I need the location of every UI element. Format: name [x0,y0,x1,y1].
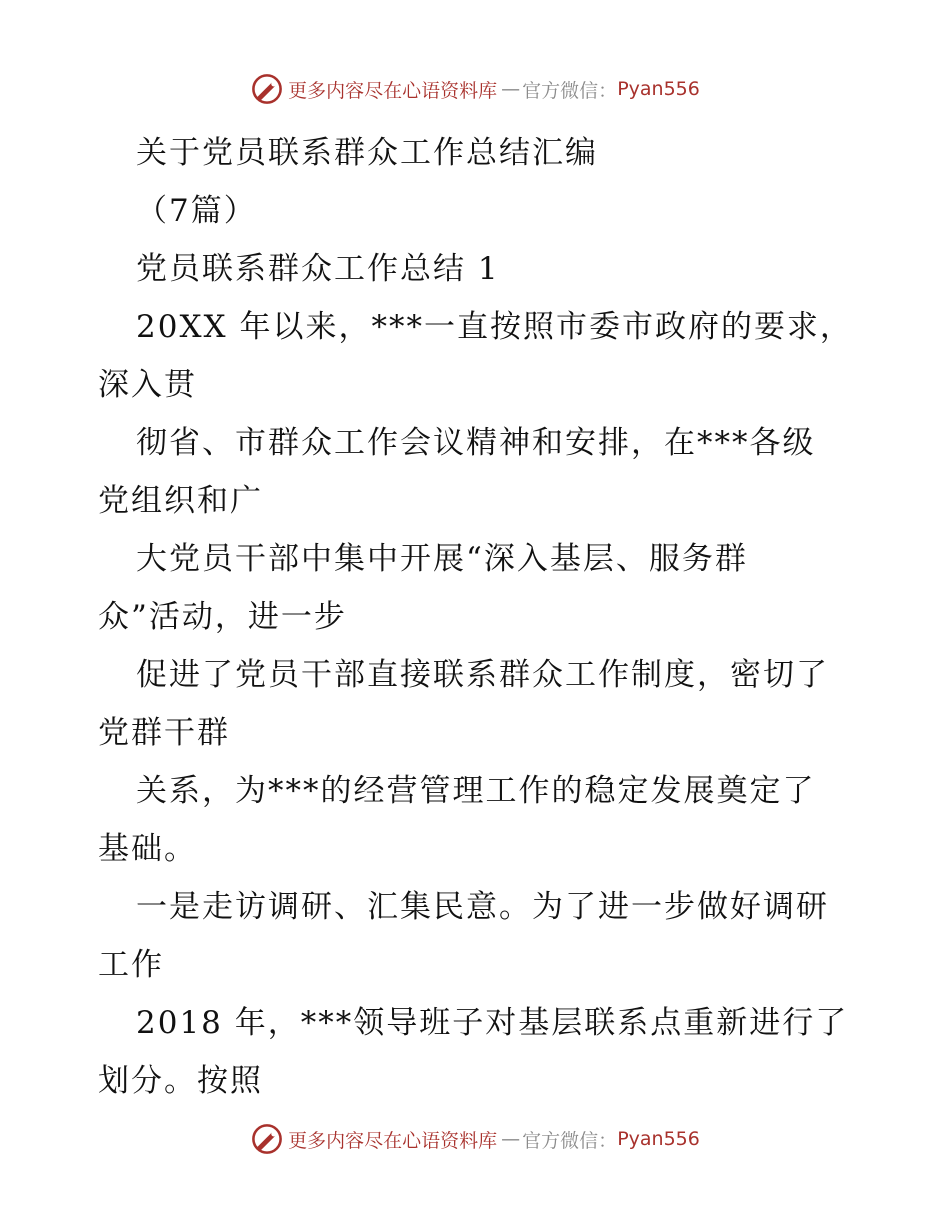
text-line: 大党员干部中集中开展“深入基层、服务群 [136,541,748,577]
watermark-header [0,72,950,106]
document-body [98,124,868,1110]
document-title: 关于党员联系群众工作总结汇编 [136,135,598,171]
watermark-site-text: 更多内容尽在心语资料库 [288,1129,498,1152]
watermark-wechat-id: Pyan556 [617,78,700,100]
section-heading: 党员联系群众工作总结 1 [136,251,500,287]
pen-logo-icon [250,72,284,106]
watermark-separator: — [501,1128,519,1150]
text-line: 工作 [98,947,164,983]
watermark-separator: — [501,78,519,100]
text-line: 党群干群 [98,715,230,751]
pen-logo-icon [250,1122,284,1156]
text-line: 关系，为***的经营管理工作的稳定发展奠定了 [136,773,816,809]
text-line: 促进了党员干部直接联系群众工作制度，密切了 [136,657,829,693]
text-line: 一是走访调研、汇集民意。为了进一步做好调研 [136,889,829,925]
watermark-footer [0,1122,950,1156]
text-line: 众”活动，进一步 [98,599,347,635]
watermark-label: 官方微信： [522,79,618,102]
text-line: 党组织和广 [98,483,263,519]
text-line: 划分。按照 [98,1063,263,1099]
watermark-label: 官方微信： [522,1129,618,1152]
text-line: 20XX 年以来，***一直按照市委市政府的要求， [136,309,853,345]
text-line: 基础。 [98,831,197,867]
watermark-wechat-id: Pyan556 [617,1128,700,1150]
text-line: 2018 年，***领导班子对基层联系点重新进行了 [136,1005,849,1041]
text-line: 彻省、市群众工作会议精神和安排，在***各级 [136,425,816,461]
watermark-site-text: 更多内容尽在心语资料库 [288,79,498,102]
document-title-count: （7篇） [136,193,257,229]
text-line: 深入贯 [98,367,197,403]
